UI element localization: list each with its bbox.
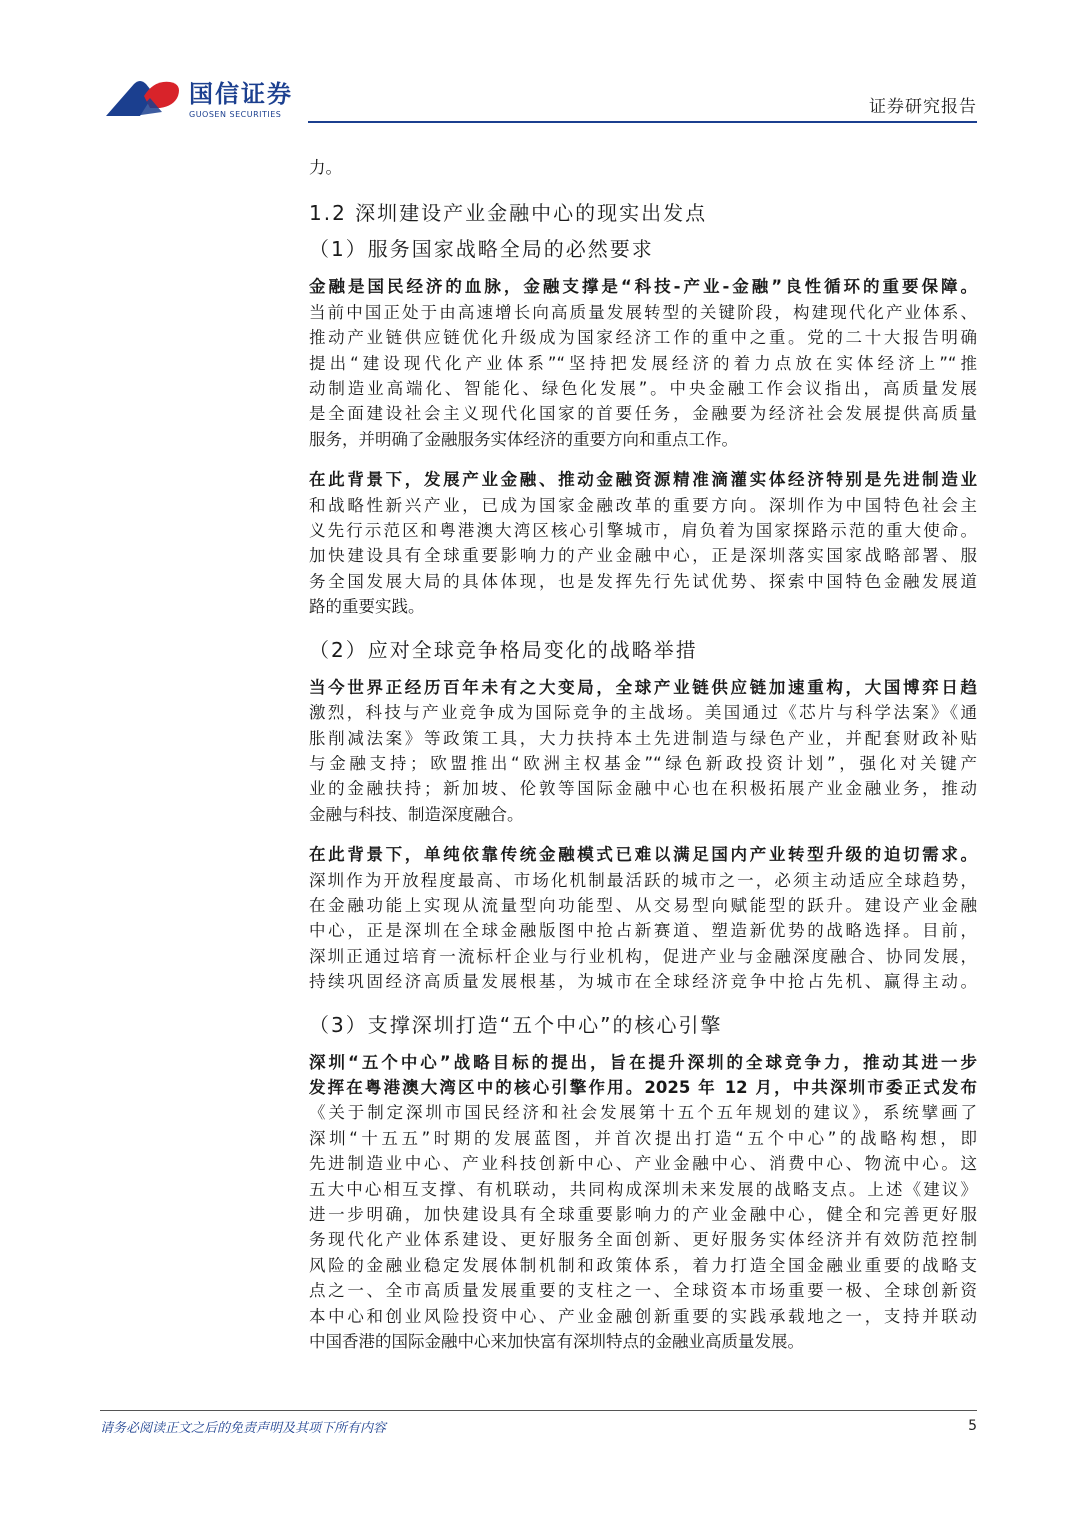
- paragraph-line: 中国香港的国际金融中心来加快富有深圳特点的金融业高质量发展。: [309, 1332, 804, 1352]
- paragraph-line: 路的重要实践。: [309, 597, 425, 617]
- paragraph-line: 当前中国正处于由高速增长向高质量发展转型的关键阶段，构建现代化产业体系、: [309, 302, 977, 322]
- section-heading: 1.2 深圳建设产业金融中心的现实出发点: [309, 201, 708, 226]
- paragraph-line: 点之一、全市高质量发展重要的支柱之一、全球资本市场重要一极、全球创新资: [309, 1281, 977, 1301]
- paragraph-line: 深圳作为开放程度最高、市场化机制最活跃的城市之一，必须主动适应全球趋势，: [309, 870, 977, 890]
- brand-wordmark: [189, 80, 293, 119]
- paragraph-line: 在此背景下，单纯依靠传统金融模式已难以满足国内产业转型升级的迫切需求。: [309, 845, 977, 865]
- paragraph-3: [309, 675, 977, 827]
- paragraph-line: 先进制造业中心、产业科技创新中心、产业金融中心、消费中心、物流中心。这: [309, 1154, 977, 1174]
- paragraph-line: 义先行示范区和粤港澳大湾区核心引擎城市，肩负着为国家探路示范的重大使命。: [309, 521, 977, 541]
- paragraph-line: 深圳“十五五”时期的发展蓝图，并首次提出打造“五个中心”的战略构想，即: [309, 1128, 977, 1148]
- paragraph-line: 和战略性新兴产业，已成为国家金融改革的重要方向。深圳作为中国特色社会主: [309, 495, 977, 515]
- paragraph-line: 深圳正通过培育一流标杆企业与行业机构，促进产业与金融深度融合、协同发展，: [309, 946, 977, 966]
- paragraph-line: 金融与科技、制造深度融合。: [309, 804, 524, 824]
- paragraph-line: 风险的金融业稳定发展体制机制和政策体系，着力打造全国金融业重要的战略支: [309, 1255, 977, 1275]
- subsection-heading-1: （1）服务国家战略全局的必然要求: [309, 237, 654, 262]
- report-type-label: 证券研究报告: [869, 97, 977, 117]
- paragraph-line: 进一步明确，加快建设具有全球重要影响力的产业金融中心，健全和完善更好服: [309, 1205, 977, 1224]
- subsection-heading-2: （2）应对全球竞争格局变化的战略举措: [309, 637, 698, 662]
- paragraph-line: 服务，并明确了金融服务实体经济的重要方向和重点工作。: [309, 429, 738, 449]
- subsection-heading-3: （3）支撑深圳打造“五个中心”的核心引擎: [309, 1012, 723, 1037]
- paragraph-line: 务现代化产业体系建设、更好服务全面创新、更好服务实体经济并有效防范控制: [309, 1230, 977, 1250]
- paragraph-4: [309, 842, 977, 994]
- paragraph-line: 是全面建设社会主义现代化国家的首要任务，金融要为经济社会发展提供高质量: [309, 404, 977, 424]
- paragraph-line: 发挥在粤港澳大湾区中的核心引擎作用。2025 年 12 月，中共深圳市委正式发布: [309, 1077, 977, 1097]
- paragraph-line: 胀削减法案》等政策工具，大力扶持本土先进制造与绿色产业，并配套财政补贴: [309, 728, 977, 748]
- paragraph-line: 深圳“五个中心”战略目标的提出，旨在提升深圳的全球竞争力，推动其进一步: [309, 1052, 977, 1072]
- paragraph-2: [309, 467, 977, 619]
- paragraph-line: 在此背景下，发展产业金融、推动金融资源精准滴灌实体经济特别是先进制造业: [309, 470, 977, 490]
- brand-name-en: GUOSEN SECURITIES: [189, 110, 282, 119]
- paragraph-line: 在金融功能上实现从流量型向功能型、从交易型向赋能型的跃升。建设产业金融: [309, 895, 977, 915]
- paragraph-line: 与金融支持；欧盟推出“欧洲主权基金”“绿色新政投资计划”，强化对关键产: [309, 753, 977, 773]
- footer-divider: [100, 1410, 977, 1411]
- paragraph-line: 中心，正是深圳在全球金融版图中抢占新赛道、塑造新优势的战略选择。目前，: [309, 921, 977, 941]
- footer-disclaimer: 请务必阅读正文之后的免责声明及其项下所有内容: [100, 1421, 387, 1436]
- paragraph-line: 五大中心相互支撑、有机联动，共同构成深圳未来发展的战略支点。上述《建议》: [309, 1179, 977, 1199]
- guosen-logo-icon: [104, 76, 184, 126]
- paragraph-line: 金融是国民经济的血脉，金融支撑是“科技-产业-金融”良性循环的重要保障。: [309, 277, 977, 297]
- paragraph-line: 业的金融扶持；新加坡、伦敦等国际金融中心也在积极拓展产业金融业务，推动: [309, 779, 977, 799]
- paragraph-line: 动制造业高端化、智能化、绿色化发展”。中央金融工作会议指出，高质量发展: [309, 379, 977, 399]
- paragraph-line: 提出“建设现代化产业体系”“坚持把发展经济的着力点放在实体经济上”“推: [309, 353, 977, 373]
- paragraph-line: 当今世界正经历百年未有之大变局，全球产业链供应链加速重构，大国博弈日趋: [309, 677, 977, 697]
- paragraph-line: 加快建设具有全球重要影响力的产业金融中心，正是深圳落实国家战略部署、服: [309, 546, 977, 566]
- paragraph-line: 本中心和创业风险投资中心、产业金融创新重要的实践承载地之一，支持并联动: [309, 1306, 977, 1326]
- header-divider: [308, 121, 977, 123]
- paragraph-line: 推动产业链供应链优化升级成为国家经济工作的重中之重。党的二十大报告明确: [309, 328, 977, 348]
- paragraph-line: 《关于制定深圳市国民经济和社会发展第十五个五年规划的建议》，系统擘画了: [309, 1103, 977, 1123]
- paragraph-line: 持续巩固经济高质量发展根基，为城市在全球经济竞争中抢占先机、赢得主动。: [309, 972, 977, 992]
- paragraph-line: 务全国发展大局的具体体现，也是发挥先行先试优势、探索中国特色金融发展道: [309, 571, 977, 591]
- paragraph-5: [309, 1050, 977, 1355]
- page-number: 5: [968, 1418, 977, 1434]
- brand-name-cn: 国信证券: [189, 80, 293, 108]
- paragraph-1: [309, 274, 977, 452]
- paragraph-line: 激烈，科技与产业竞争成为国际竞争的主战场。美国通过《芯片与科学法案》《通: [309, 703, 977, 723]
- continuation-line: 力。: [309, 158, 342, 177]
- report-body: [309, 155, 977, 1369]
